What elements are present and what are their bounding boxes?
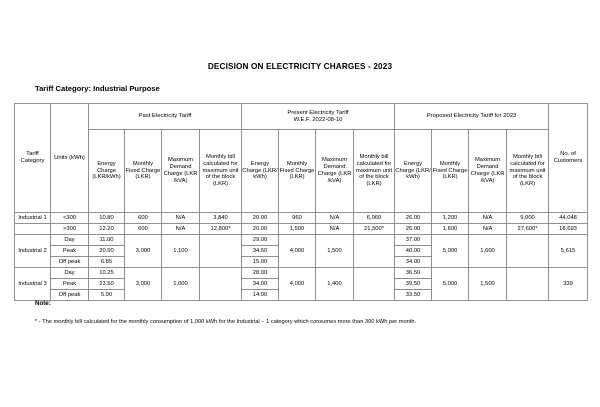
group-header-present-line2: W.E.F. 2022-08-10	[293, 116, 343, 123]
cell-past-bill	[200, 235, 242, 268]
page-title: DECISION ON ELECTRICITY CHARGES - 2023	[207, 62, 393, 71]
table-group-header-row	[15, 104, 588, 130]
cell-proposed-demand: 1,600	[469, 235, 507, 268]
row-category	[15, 224, 51, 235]
cell-proposed-demand: 1,500	[469, 268, 507, 301]
cell-present-energy: 34.50	[242, 246, 279, 257]
cell-proposed-bill	[507, 268, 549, 301]
cell-customers: 18,693	[549, 224, 588, 235]
cell-proposed-energy: 26.00	[395, 224, 432, 235]
note-label: Note:	[35, 300, 51, 307]
row-unit: Off peak	[51, 290, 89, 301]
electricity-charges-table	[14, 103, 588, 301]
cell-customers: 5,615	[549, 235, 588, 268]
cell-present-energy: 20.00	[242, 213, 279, 224]
subheader-proposed-demand-charge: Maximum Demand Charge (LKR /kVA)	[469, 130, 507, 213]
cell-past-energy: 10.80	[89, 213, 125, 224]
cell-present-bill: 6,960	[354, 213, 395, 224]
cell-customers: 44,048	[549, 213, 588, 224]
cell-present-energy: 20.00	[242, 224, 279, 235]
cell-past-energy: 6.85	[89, 257, 125, 268]
group-header-proposed-tariff: Proposed Electricity Tariff for 2023	[395, 104, 549, 130]
subheader-past-fixed-charge: Monthly Fixed Charge (LKR)	[125, 130, 162, 213]
cell-past-fixed: 600	[125, 213, 162, 224]
subheader-past-energy-charge: Energy Charge (LKR/kWh)	[89, 130, 125, 213]
note-text: * - The monthly bill calculated for the monthly consumption of 1,000 kWh for the Industrial – 1 category which consumes more than 300 kWh per month.	[35, 319, 417, 325]
cell-customers: 339	[549, 268, 588, 301]
cell-present-fixed: 960	[279, 213, 316, 224]
header-tariff-category: Tariff Category	[15, 104, 51, 213]
cell-present-energy: 14.00	[242, 290, 279, 301]
cell-present-energy: 15.00	[242, 257, 279, 268]
cell-present-energy: 34.00	[242, 279, 279, 290]
cell-present-fixed: 4,000	[279, 235, 316, 268]
cell-past-bill: 12,800*	[200, 224, 242, 235]
subheader-past-demand-charge: Maximum Demand Charge (LKR /kVA)	[162, 130, 200, 213]
cell-present-bill	[354, 268, 395, 301]
table-body	[15, 213, 588, 301]
subheader-past-monthly-bill: Monthly bill calculated for maximum unit of the block (LKR)	[200, 130, 242, 213]
row-unit: <300	[51, 213, 89, 224]
cell-past-energy: 10.25	[89, 268, 125, 279]
row-category: Industrial 2	[15, 235, 51, 268]
tariff-category-label: Tariff Category: Industrial Purpose	[35, 84, 160, 93]
row-unit: Peak	[51, 246, 89, 257]
cell-past-bill: 3,840	[200, 213, 242, 224]
cell-proposed-energy: 37.00	[395, 235, 432, 246]
cell-present-demand: 1,400	[316, 268, 354, 301]
row-unit: Off peak	[51, 257, 89, 268]
cell-past-fixed: 600	[125, 224, 162, 235]
group-header-past-tariff: Past Electricity Tariff	[89, 104, 242, 130]
cell-past-demand: 1,100	[162, 235, 200, 268]
cell-present-demand: 1,500	[316, 235, 354, 268]
row-unit: Peak	[51, 279, 89, 290]
cell-present-demand: N/A	[316, 213, 354, 224]
cell-past-energy: 11.00	[89, 235, 125, 246]
cell-proposed-energy: 26.00	[395, 213, 432, 224]
subheader-present-demand-charge: Maximum Demand Charge (LKR /kVA)	[316, 130, 354, 213]
cell-present-energy: 28.00	[242, 268, 279, 279]
cell-present-fixed: 1,500	[279, 224, 316, 235]
header-no-of-customers: No. of Customers	[549, 104, 588, 213]
header-units: Units (kWh)	[51, 104, 89, 213]
cell-proposed-energy: 34.00	[395, 257, 432, 268]
row-unit: Day	[51, 235, 89, 246]
cell-proposed-energy: 40.00	[395, 246, 432, 257]
cell-proposed-energy: 39.50	[395, 279, 432, 290]
cell-present-energy: 29.00	[242, 235, 279, 246]
cell-proposed-energy: 36.50	[395, 268, 432, 279]
table-row	[15, 268, 588, 279]
cell-proposed-bill	[507, 235, 549, 268]
cell-past-demand: 1,000	[162, 268, 200, 301]
cell-past-fixed: 3,000	[125, 268, 162, 301]
cell-present-bill: 21,500*	[354, 224, 395, 235]
cell-past-energy: 5.90	[89, 290, 125, 301]
cell-past-energy: 23.50	[89, 279, 125, 290]
table-row	[15, 224, 588, 235]
table-sub-header-row	[15, 130, 588, 213]
group-header-present-line1: Present Electricity Tariff	[287, 109, 349, 116]
table-row	[15, 213, 588, 224]
subheader-proposed-energy-charge: Energy Charge (LKR/ kWh)	[395, 130, 432, 213]
group-header-present-tariff	[242, 104, 395, 130]
cell-proposed-fixed: 1,600	[432, 224, 469, 235]
subheader-present-fixed-charge: Monthly Fixed Charge (LKR)	[279, 130, 316, 213]
cell-proposed-bill: 9,000	[507, 213, 549, 224]
cell-past-fixed: 3,000	[125, 235, 162, 268]
cell-proposed-energy: 33.50	[395, 290, 432, 301]
row-unit: Day	[51, 268, 89, 279]
cell-present-fixed: 4,000	[279, 268, 316, 301]
row-category: Industrial 1	[15, 213, 51, 224]
cell-present-demand: N/A	[316, 224, 354, 235]
cell-past-energy: 12.20	[89, 224, 125, 235]
row-unit: >300	[51, 224, 89, 235]
cell-proposed-fixed: 1,200	[432, 213, 469, 224]
cell-proposed-demand: N/A	[469, 224, 507, 235]
cell-past-demand: N/A	[162, 213, 200, 224]
cell-proposed-fixed: 5,000	[432, 235, 469, 268]
subheader-present-monthly-bill: Monthly bill calculated for maximum unit of the block (LKR)	[354, 130, 395, 213]
cell-proposed-demand: N/A	[469, 213, 507, 224]
cell-past-energy: 20.50	[89, 246, 125, 257]
row-category: Industrial 3	[15, 268, 51, 301]
cell-proposed-fixed: 5,000	[432, 268, 469, 301]
subheader-present-energy-charge: Energy Charge (LKR/ kWh)	[242, 130, 279, 213]
cell-past-demand: N/A	[162, 224, 200, 235]
cell-proposed-bill: 27,600*	[507, 224, 549, 235]
subheader-proposed-fixed-charge: Monthly Fixed Charge (LKR)	[432, 130, 469, 213]
cell-past-bill	[200, 268, 242, 301]
cell-present-bill	[354, 235, 395, 268]
subheader-proposed-monthly-bill: Monthly bill calculated for maximum unit of the block (LKR)	[507, 130, 549, 213]
table-row	[15, 235, 588, 246]
